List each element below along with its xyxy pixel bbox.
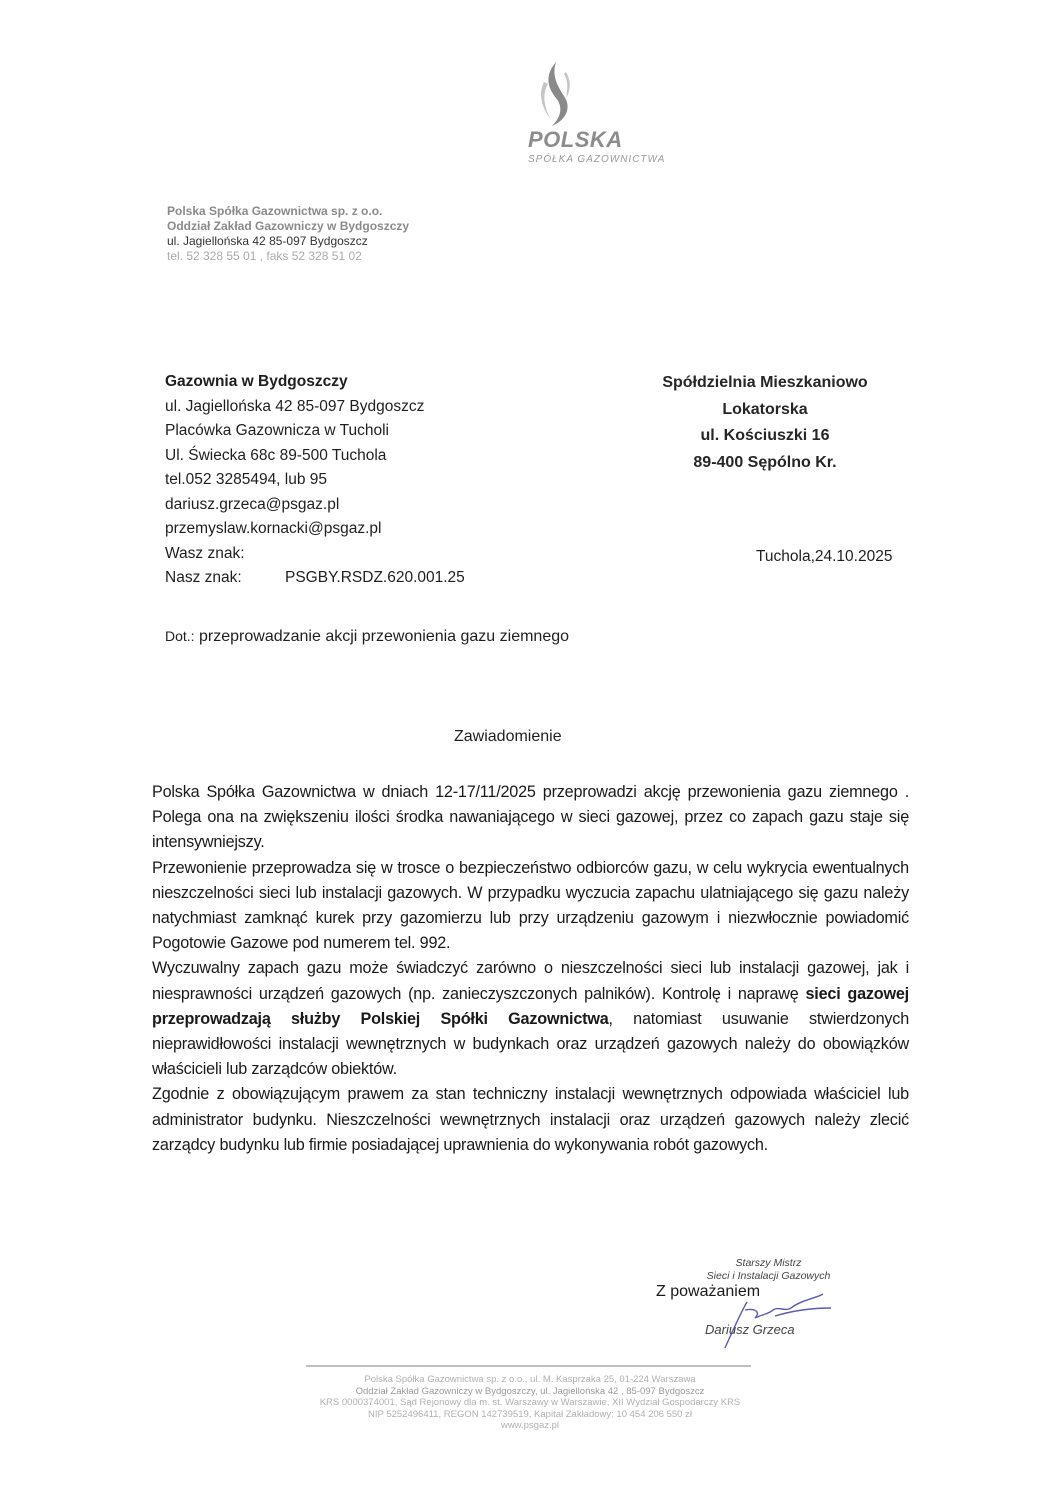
subject-line (165, 628, 569, 646)
from-unit: Placówka Gazownicza w Tucholi (165, 422, 389, 439)
footer-website[interactable]: www.psgaz.pl (500, 1420, 560, 1431)
from-block (165, 370, 465, 591)
from-address: ul. Jagiellońska 42 85-097 Bydgoszcz (165, 397, 425, 415)
company-logo (500, 58, 630, 128)
from-unit-address: Ul. Świecka 68c 89-500 Tuchola (165, 446, 387, 464)
body-paragraph-1: Polska Spółka Gazownictwa w dniach 12-17/11/2025 przeprowadzi akcję przewonienia gazu ziemnego . Polega ona na zwiększeniu ilości środka nawaniającego w sieci gazowej, przez co zapach gazu staje się intensywniejszy. (152, 783, 909, 852)
letterhead-branch: Oddział Zakład Gazowniczy w Bydgoszczy (167, 219, 410, 233)
recipient-street: ul. Kościuszki 16 (700, 427, 830, 444)
footer-line-2: Oddział Zakład Gazowniczy w Bydgoszczy, ul. Jagiellońska 42 , 85-097 Bydgoszcz (355, 1385, 705, 1397)
stamp-line-1: Starszy Mistrz (735, 1257, 802, 1269)
letter-date: Tuchola,24.10.2025 (756, 548, 893, 565)
letterhead-address: ul. Jagiellońska 42 85-097 Bydgoszcz (167, 234, 368, 248)
subject-text: przeprowadzanie akcji przewonienia gazu ziemnego (199, 628, 570, 645)
flame-icon (526, 58, 586, 128)
signer-stamp (686, 1257, 851, 1283)
from-email-1[interactable]: dariusz.grzeca@psgaz.pl (165, 495, 340, 513)
letter-title: Zawiadomienie (454, 728, 562, 745)
letterhead-sender (167, 204, 409, 264)
footer-divider (306, 1365, 751, 1367)
stamp-line-2: Sieci i Instalacji Gazowych (706, 1270, 831, 1282)
body-paragraph-4: Zgodnie z obowiązującym prawem za stan techniczny instalacji wewnętrznych odpowiada właściciel lub administrator budynku. Nieszczelności wewnętrznych instalacji oraz urządzeń gazowych należy zlecić zarządcy budynku lub firmie posiadającej uprawnienia do wykonywania robót gazowych. (152, 1085, 909, 1154)
from-email-2[interactable]: przemyslaw.kornacki@psgaz.pl (165, 520, 382, 537)
recipient-block (625, 370, 905, 476)
our-reference-label: Nasz znak: (165, 569, 242, 586)
our-reference-row (165, 566, 465, 591)
footer-line-1: Polska Spółka Gazownictwa sp. z o.o., ul. M. Kasprzaka 25, 01-224 Warszawa (364, 1374, 696, 1385)
letterhead-phone: tel. 52 328 55 01 , faks 52 328 51 02 (167, 249, 362, 263)
signer-name: Dariusz Grzeca (705, 1322, 795, 1337)
your-reference-row (165, 542, 465, 567)
logo-subtitle: SPÓŁKA GAZOWNICTWA (528, 154, 666, 165)
closing-regards: Z poważaniem (656, 1283, 761, 1300)
footer-line-4: NIP 5252496411, REGON 142739519, Kapitał Zakładowy: 10 454 206 550 zł (368, 1408, 692, 1420)
body-p3-bold: sieci gazowej przeprowadzają służby Polskiej Spółki Gazownictwa (152, 984, 909, 1028)
recipient-city: 89-400 Sępólno Kr. (693, 453, 837, 471)
body-paragraph-2: Przewonienie przeprowadza się w trosce o bezpieczeństwo odbiorców gazu, w celu wykrycia ewentualnych nieszczelności sieci lub instalacji gazowych. W przypadku wyczucia zapachu ulatniającego się gazu należy natychmiast zamknąć kurek przy gazomierzu lub przy urządzeniu gazowym i niezwłocznie powiadomić Pogotowie Gazowe pod numerem tel. 992. (152, 858, 909, 953)
body-p3-start: Wyczuwalny zapach gazu może świadczyć zarówno o nieszczelności sieci lub instalacji gazowej, jak i niesprawności urządzeń gazowych (np. zanieczyszczonych palników). Kontrolę i naprawę (152, 959, 909, 1003)
logo-name: POLSKA (528, 127, 623, 152)
from-phone: tel.052 3285494, lub 95 (165, 471, 328, 488)
our-reference-value: PSGBY.RSDZ.620.001.25 (285, 569, 465, 586)
body-paragraph-3 (152, 956, 909, 1082)
recipient-name-2: Lokatorska (722, 400, 808, 418)
your-reference-label: Wasz znak: (165, 544, 245, 562)
from-title: Gazownia w Bydgoszczy (165, 373, 348, 390)
letter-body (152, 780, 909, 1158)
recipient-name-1: Spółdzielnia Mieszkaniowo (662, 374, 868, 391)
footer (290, 1374, 770, 1432)
footer-line-3: KRS 0000374001, Sąd Rejonowy dla m. st. Warszawy w Warszawie, XII Wydział Gospodarczy KRS (319, 1397, 741, 1408)
handwritten-signature-icon (705, 1290, 835, 1350)
letterhead-company: Polska Spółka Gazownictwa sp. z o.o. (167, 204, 383, 218)
subject-label: Dot.: (165, 628, 195, 644)
body-p3-end: , natomiast usuwanie stwierdzonych nieprawidłowości instalacji wewnętrznych w budynkach oraz urządzeń gazowych należy do obowiązków właścicieli lub zarządców obiektów. (152, 1009, 910, 1079)
